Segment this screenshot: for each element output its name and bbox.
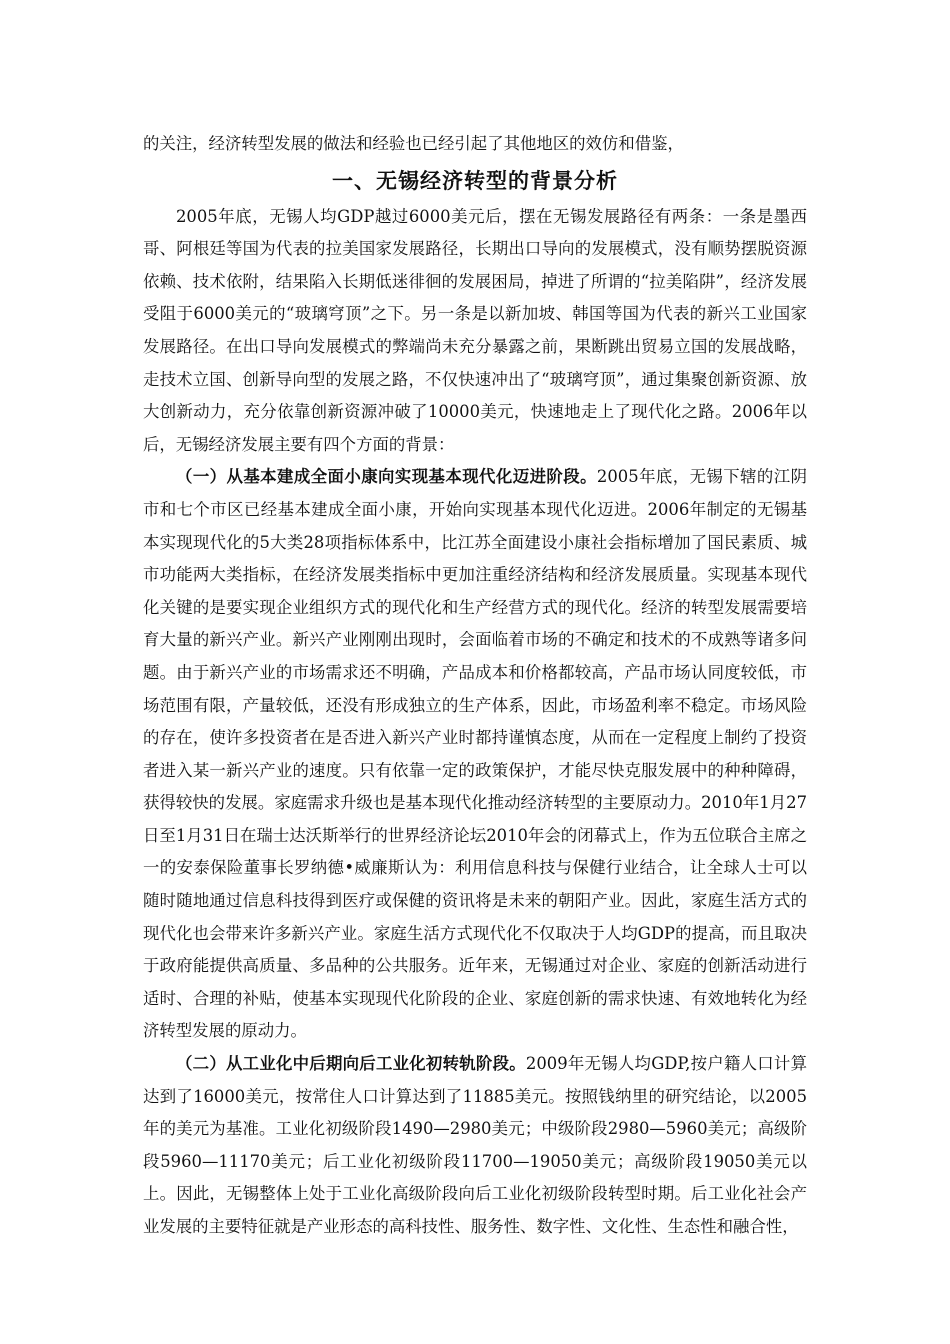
paragraph-stage-two-body: 2009年无锡人均GDP,按户籍人口计算达到了16000美元，按常住人口计算达到了11885美元。按照钱纳里的研究结论，以2005年的美元为基准。工业化初级阶段1490—2980美元；中级阶段2980—5960美元；高级阶段5960—11170美元；后工业化初级阶段11700—19050美元；高级阶段19050美元以上。因此，无锡整体上处于工业化高级阶段向后工业化初级阶段转型时期。后工业化社会产业发展的主要特征就是产业形态的高科技性、服务性、数字性、文化性、生态性和融合性，: [143, 1054, 807, 1236]
paragraph-background-intro: 2005年底，无锡人均GDP越过6000美元后，摆在无锡发展路径有两条：一条是墨西哥、阿根廷等国为代表的拉美国家发展路径，长期出口导向的发展模式，没有顺势摆脱资源依赖、技术依附，结果陷入长期低迷徘徊的发展困局，掉进了所谓的“拉美陷阱”，经济发展受阻于6000美元的“玻璃穹顶”之下。另一条是以新加坡、韩国等国为代表的新兴工业国家发展路径。在出口导向发展模式的弊端尚未充分暴露之前，果断跳出贸易立国的发展战略，走技术立国、创新导向型的发展之路，不仅快速冲出了“玻璃穹顶”，通过集聚创新资源、放大创新动力，充分依靠创新资源冲破了10000美元，快速地走上了现代化之路。2006年以后，无锡经济发展主要有四个方面的背景：: [143, 206, 807, 454]
document-body: [143, 128, 807, 1244]
section-heading: 一、无锡经济转型的背景分析: [332, 168, 618, 193]
paragraph-stage-one: [143, 461, 807, 1048]
paragraph-stage-two: [143, 1048, 807, 1244]
paragraph-stage-one-body: 2005年底，无锡下辖的江阴市和七个市区已经基本建成全面小康，开始向实现基本现代化迈进。2006年制定的无锡基本实现现代化的5大类28项指标体系中，比江苏全面建设小康社会指标增加了国民素质、城市功能两大类指标，在经济发展类指标中更加注重经济结构和经济发展质量。实现基本现代化关键的是要实现企业组织方式的现代化和生产经营方式的现代化。经济的转型发展需要培育大量的新兴产业。新兴产业刚刚出现时，会面临着市场的不确定和技术的不成熟等诸多问题。由于新兴产业的市场需求还不明确，产品成本和价格都较高，产品市场认同度较低，市场范围有限，产量较低，还没有形成独立的生产体系，因此，市场盈利率不稳定。市场风险的存在，使许多投资者在是否进入新兴产业时都持谨慎态度，从而在一定程度上制约了投资者进入某一新兴产业的速度。只有依靠一定的政策保护，才能尽快克服发展中的种种障碍，获得较快的发展。家庭需求升级也是基本现代化推动经济转型的主要原动力。2010年1月27日至1月31日在瑞士达沃斯举行的世界经济论坛2010年会的闭幕式上，作为五位联合主席之一的安泰保险董事长罗纳德•威廉斯认为：利用信息科技与保健行业结合，让全球人士可以随时随地通过信息科技得到医疗或保健的资讯将是未来的朝阳产业。因此，家庭生活方式的现代化也会带来许多新兴产业。家庭生活方式现代化不仅取决于人均GDP的提高，而且取决于政府能提供高质量、多品种的公共服务。近年来，无锡通过对企业、家庭的创新活动进行适时、合理的补贴，使基本实现现代化阶段的企业、家庭创新的需求快速、有效地转化为经济转型发展的原动力。: [143, 467, 808, 1041]
paragraph-stage-one-lead: （一）从基本建成全面小康向实现基本现代化迈进阶段。: [176, 467, 597, 487]
paragraph-stage-two-lead: （二）从工业化中后期向后工业化初转轨阶段。: [176, 1054, 526, 1074]
continued-line: 的关注，经济转型发展的做法和经验也已经引起了其他地区的效仿和借鉴，: [143, 134, 684, 153]
